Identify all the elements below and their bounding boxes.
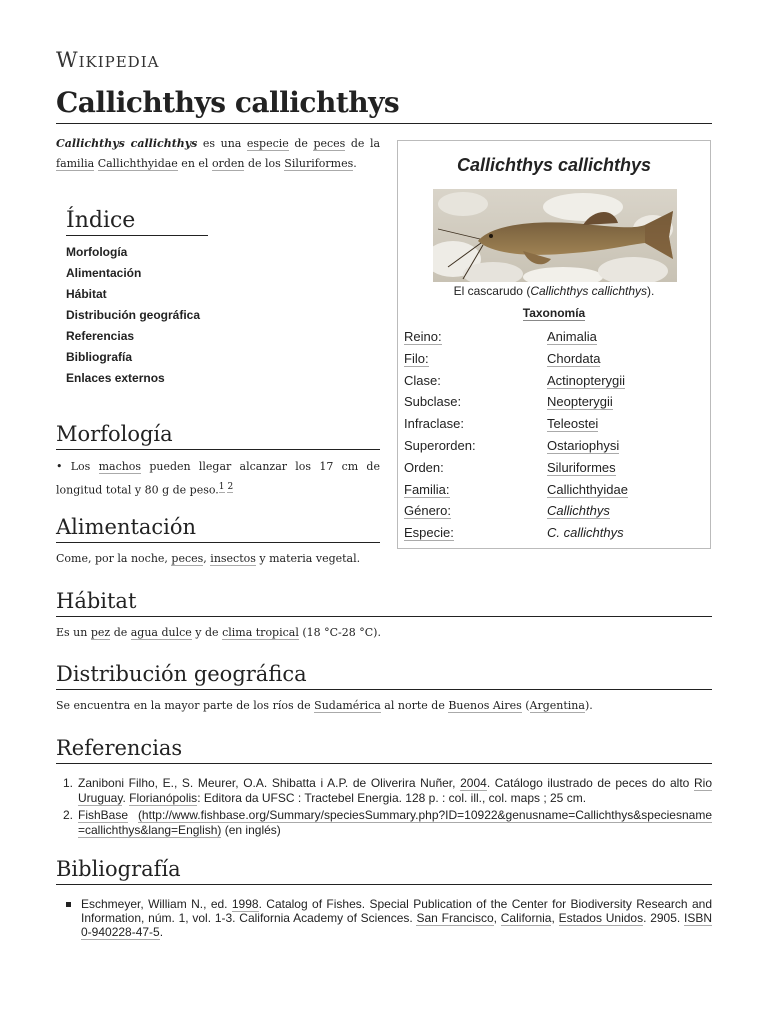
- link-machos[interactable]: machos: [98, 460, 142, 473]
- paragraph-text: Es un: [56, 626, 91, 639]
- intro-text: .: [353, 157, 357, 170]
- link-rio-uruguay[interactable]: Rio Uruguay: [78, 776, 712, 805]
- row-value[interactable]: [547, 457, 704, 479]
- taxonomy-row: [404, 479, 704, 501]
- link-peces[interactable]: peces: [171, 552, 204, 565]
- reference-2-link[interactable]: 2: [227, 482, 234, 492]
- reference-item: [63, 776, 712, 806]
- section-heading-habitat: Hábitat: [56, 589, 712, 617]
- intro-text: de la: [345, 137, 381, 150]
- caption-text: ).: [647, 284, 655, 298]
- bullet-icon: [66, 902, 71, 907]
- link-fishbase[interactable]: FishBase: [78, 808, 129, 822]
- key-link[interactable]: Filo:: [404, 350, 429, 366]
- key-link[interactable]: Género:: [404, 503, 451, 519]
- row-key: Subclase:: [404, 394, 462, 410]
- reference-text: Zaniboni Filho, E., S. Meurer, O.A. Shibatta i A.P. de Oliverira Nuñer,: [78, 776, 461, 790]
- link-familia[interactable]: familia: [56, 157, 95, 170]
- link-year[interactable]: 1998: [231, 897, 259, 911]
- table-of-contents: [66, 208, 208, 389]
- taxonomy-row: [404, 413, 704, 435]
- link-san-francisco[interactable]: San Francisco: [416, 911, 494, 925]
- paragraph-text: • Los: [56, 460, 99, 473]
- row-value[interactable]: [547, 326, 704, 348]
- link-clima-tropical[interactable]: clima tropical: [222, 626, 299, 639]
- taxonomy-row: [404, 348, 704, 370]
- bibliography-text: .: [159, 925, 164, 939]
- value-link[interactable]: Chordata: [547, 350, 601, 366]
- taxobox: [397, 140, 711, 549]
- row-value[interactable]: [547, 479, 704, 501]
- intro-text: en el: [177, 157, 212, 170]
- row-value[interactable]: [547, 500, 704, 522]
- key-link[interactable]: Familia:: [404, 481, 450, 497]
- taxobox-title: Callichthys callichthys: [456, 155, 652, 175]
- taxonomy-row: [404, 391, 704, 413]
- link-callichthyidae[interactable]: Callichthyidae: [97, 157, 178, 170]
- toc-item-habitat[interactable]: Hábitat: [66, 287, 107, 301]
- section-heading-alimentacion: Alimentación: [56, 515, 380, 543]
- paragraph-text: ,: [203, 552, 211, 565]
- link-especie[interactable]: especie: [246, 137, 289, 150]
- reference-text: .: [122, 791, 130, 805]
- row-value: C. callichthys: [547, 525, 624, 541]
- value-link[interactable]: Ostariophysi: [547, 437, 620, 453]
- link-insectos[interactable]: insectos: [210, 552, 256, 565]
- toc-item-distribucion[interactable]: Distribución geográfica: [66, 308, 201, 322]
- section-heading-bibliografia: Bibliografía: [56, 857, 712, 885]
- paragraph-text: de: [110, 626, 131, 639]
- intro-text: de los: [244, 157, 285, 170]
- habitat-text: [56, 623, 712, 643]
- taxonomy-rows: [404, 326, 704, 544]
- paragraph-text: y materia vegetal.: [255, 552, 361, 565]
- taxonomy-row: [404, 370, 704, 392]
- row-key: Orden:: [404, 459, 444, 475]
- row-key: Infraclase:: [404, 416, 464, 432]
- toc-item-bibliografia[interactable]: Bibliografía: [66, 350, 133, 364]
- link-siluriformes[interactable]: Siluriformes: [284, 157, 354, 170]
- reference-text: . Catálogo ilustrado de peces do alto: [486, 776, 694, 790]
- value-link[interactable]: Callichthys: [547, 503, 610, 519]
- link-buenos-aires[interactable]: Buenos Aires: [448, 699, 522, 712]
- reference-text: : Editora da UFSC : Tractebel Energia. 128 p. : col. ill., col. maps ; 25 cm.: [197, 791, 587, 805]
- link-sudamerica[interactable]: Sudamérica: [314, 699, 381, 712]
- link-orden[interactable]: orden: [211, 157, 245, 170]
- fish-image[interactable]: [433, 189, 677, 282]
- toc-list: [66, 242, 208, 389]
- link-year[interactable]: 2004: [460, 776, 487, 790]
- reference-1-link[interactable]: 1: [218, 482, 225, 492]
- intro-paragraph: [56, 134, 380, 174]
- row-key[interactable]: [404, 326, 547, 348]
- value-link[interactable]: Callichthyidae: [547, 481, 628, 497]
- row-value[interactable]: [547, 413, 704, 435]
- row-key: Clase:: [404, 372, 441, 388]
- species-name: Callichthys callichthys: [56, 137, 198, 150]
- link-agua-dulce[interactable]: agua dulce: [130, 626, 192, 639]
- taxonomy-row: [404, 435, 704, 457]
- toc-item-referencias[interactable]: Referencias: [66, 329, 135, 343]
- link-isbn[interactable]: ISBN 0-940228-47-5: [81, 911, 713, 939]
- taxonomy-row: [404, 326, 704, 348]
- row-value[interactable]: [547, 348, 704, 370]
- caption-species: Callichthys callichthys: [530, 284, 648, 298]
- value-link[interactable]: Siluriformes: [547, 459, 616, 475]
- value-link[interactable]: Neopterygii: [547, 394, 613, 410]
- taxonomy-label[interactable]: Taxonomía: [522, 306, 586, 320]
- value-link[interactable]: Actinopterygii: [547, 372, 626, 388]
- link-fishbase-url[interactable]: (http://www.fishbase.org/Summary/speciesSummary.php?ID=10922&genusname=Callichthys&speciesname=callichthys&lang=English): [78, 808, 712, 837]
- paragraph-text: ).: [584, 699, 593, 712]
- intro-text: de: [288, 137, 314, 150]
- reference-number: 2.: [63, 808, 74, 822]
- wikipedia-wordmark[interactable]: Wikipedia: [56, 48, 160, 72]
- section-heading-referencias: Referencias: [56, 736, 712, 764]
- bibliography-text: ,: [551, 911, 559, 925]
- row-value[interactable]: [547, 370, 704, 392]
- paragraph-text: pueden llegar alcanzar los 17 cm de longitud total y 80 g de peso.: [56, 460, 380, 497]
- bibliography-text: . 2905.: [643, 911, 685, 925]
- bibliography-item: [81, 897, 712, 939]
- link-california[interactable]: California: [500, 911, 552, 925]
- references-list: [63, 776, 712, 840]
- paragraph-text: (18 °C-28 °C).: [298, 626, 381, 639]
- row-value[interactable]: [547, 435, 704, 457]
- paragraph-text: Se encuentra en la mayor parte de los ríos de: [56, 699, 315, 712]
- row-key[interactable]: [404, 348, 547, 370]
- row-key[interactable]: [404, 479, 547, 501]
- toc-item-alimentacion[interactable]: Alimentación: [66, 266, 142, 280]
- reference-text: (en inglés): [221, 823, 281, 837]
- reference-item: [63, 808, 712, 838]
- taxonomy-row: [404, 500, 704, 522]
- taxonomy-row: [404, 522, 704, 544]
- page-title: Callichthys callichthys: [56, 86, 712, 124]
- link-pez[interactable]: pez: [90, 626, 111, 639]
- paragraph-text: (: [521, 699, 530, 712]
- intro-text: es una: [197, 137, 247, 150]
- distribucion-text: [56, 696, 712, 716]
- bibliography-text: Eschmeyer, William N., ed.: [81, 897, 232, 911]
- paragraph-text: y de: [191, 626, 223, 639]
- value-link[interactable]: Teleostei: [547, 416, 599, 432]
- row-key[interactable]: [404, 500, 547, 522]
- bibliography-text: ,: [493, 911, 501, 925]
- reference-number: 1.: [63, 776, 74, 790]
- section-heading-morfologia: Morfología: [56, 422, 380, 450]
- paragraph-text: al norte de: [380, 699, 449, 712]
- link-argentina[interactable]: Argentina: [529, 699, 585, 712]
- row-value[interactable]: [547, 391, 704, 413]
- section-heading-distribucion: Distribución geográfica: [56, 662, 712, 690]
- fish-illustration: [433, 189, 677, 282]
- bibliography-text: . Catalog of Fishes. Special Publication of the Center for Biodiversity Research and Information, núm. 1, vol. 1-3. California Academy of Sciences.: [81, 897, 712, 925]
- link-peces[interactable]: peces: [313, 137, 346, 150]
- value-link[interactable]: Animalia: [547, 329, 597, 344]
- toc-heading: Índice: [66, 208, 208, 236]
- paragraph-text: Come, por la noche,: [56, 552, 172, 565]
- morfologia-text: [56, 457, 380, 501]
- alimentacion-text: [56, 549, 380, 569]
- taxonomy-row: [404, 457, 704, 479]
- toc-item-morfologia[interactable]: Morfología: [66, 245, 128, 259]
- row-key: Superorden:: [404, 437, 476, 453]
- taxonomy-heading[interactable]: [398, 306, 710, 320]
- key-link[interactable]: Reino:: [404, 329, 442, 344]
- toc-item-enlaces[interactable]: Enlaces externos: [66, 371, 165, 385]
- link-florianopolis[interactable]: Florianópolis: [129, 791, 198, 805]
- row-key[interactable]: [404, 522, 547, 544]
- link-estados-unidos[interactable]: Estados Unidos: [558, 911, 644, 925]
- key-link[interactable]: Especie:: [404, 525, 454, 541]
- caption-text: El cascarudo (: [453, 284, 531, 298]
- image-caption: [398, 284, 710, 298]
- reference-text: [128, 808, 138, 822]
